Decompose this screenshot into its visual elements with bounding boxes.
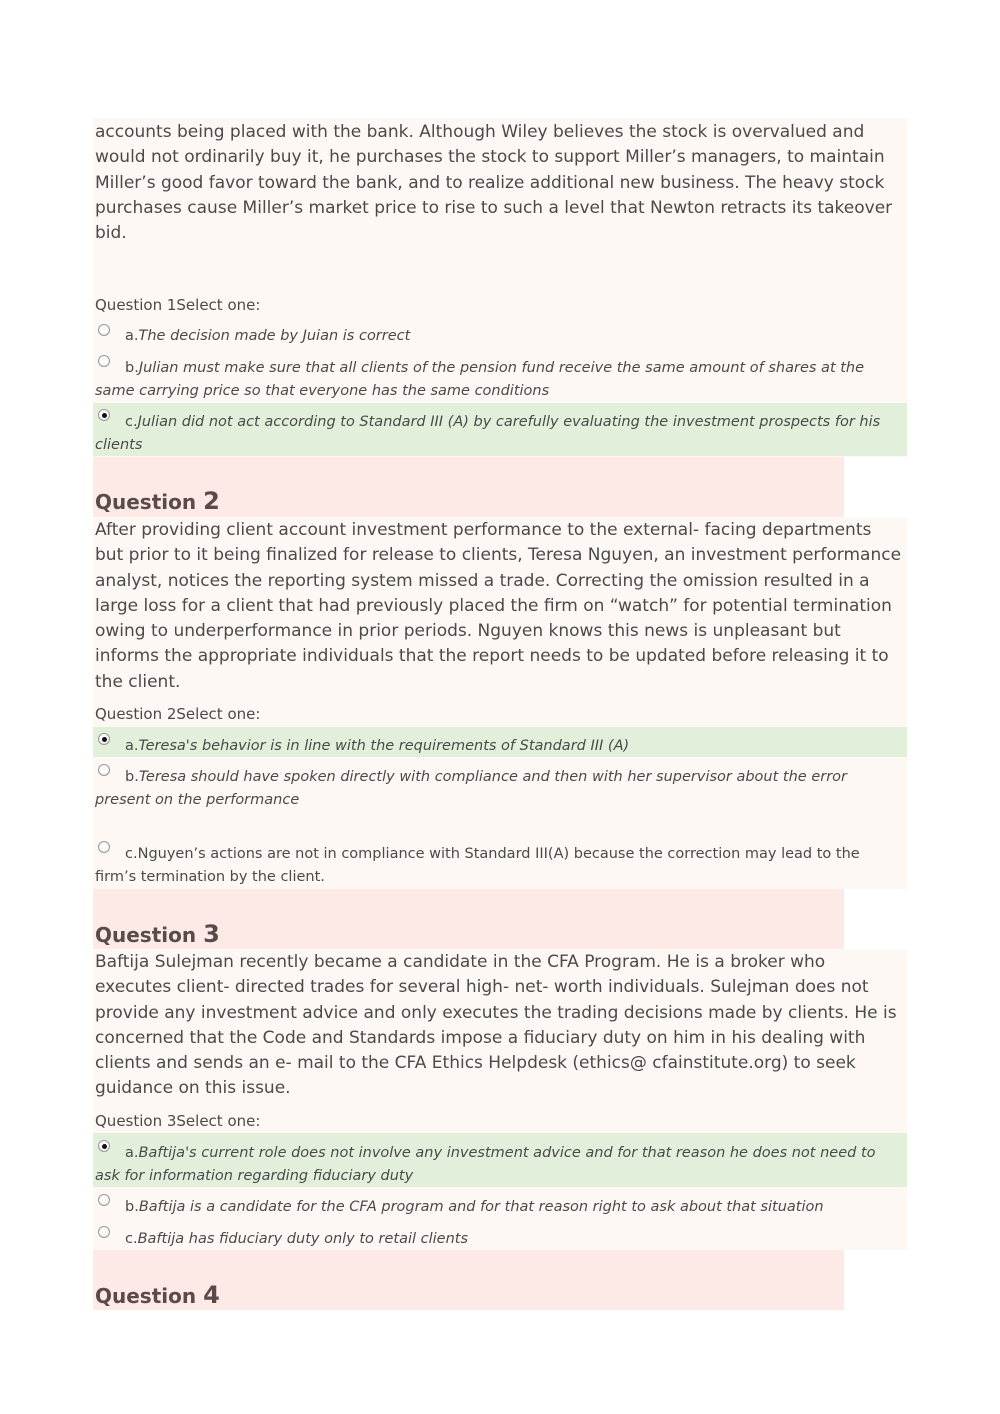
question-1-prompt: Question 1Select one: — [95, 296, 261, 314]
question-3-prompt: Question 3Select one: — [95, 1112, 261, 1130]
question-3-stem-text: Baftija Sulejman recently became a candidate in the CFA Program. He is a broker who executes client- directed trades for several high- net- worth individuals. Sulejman does not provide any investment advice and only executes the trading decisions made by clients. He is concerned that the Code and Standards impose a fiduciary duty on him in his dealing with clients and sends an e- mail to the CFA Ethics Helpdesk (ethics@ cfainstitute.org) to seek guidance on this issue. — [95, 952, 897, 1099]
q2-option-a[interactable]: a.Teresa's behavior is in line with the requirements of Standard III (A) — [125, 738, 630, 754]
question-4-heading: Question 4 — [95, 1281, 220, 1309]
q3-option-a[interactable]: a.Baftija's current role does not involve any investment advice and for that reason he does not need to ask for information regarding fiduciary duty — [95, 1145, 876, 1184]
q2-option-b[interactable]: b.Teresa should have spoken directly with compliance and then with her supervisor about the error present on the performance — [95, 769, 847, 808]
q1-option-c[interactable]: c.Julian did not act according to Standard III (A) by carefully evaluating the investment prospects for his clients — [95, 414, 881, 453]
question-2-heading: Question 2 — [95, 487, 220, 515]
question-1-stem-text: accounts being placed with the bank. Although Wiley believes the stock is overvalued and would not ordinarily buy it, he purchases the stock to support Miller’s managers, to maintain Miller’s good favor toward the bank, and to realize additional new business. The heavy stock purchases cause Miller’s market price to rise to such a level that Newton retracts its takeover bid. — [95, 122, 893, 244]
q1-option-b[interactable]: b.Julian must make sure that all clients of the pension fund receive the same amount of shares at the same carrying price so that everyone has the same conditions — [95, 360, 865, 399]
question-2-stem-text: After providing client account investment performance to the external- facing departments but prior to it being finalized for release to clients, Teresa Nguyen, an investment performance analyst, notices the reporting system missed a trade. Correcting the omission resulted in a large loss for a client that had previously placed the firm on “watch” for potential termination owing to underperformance in prior periods. Nguyen knows this news is unpleasant but informs the appropriate individuals that the report needs to be updated before releasing it to the client. — [95, 520, 902, 692]
q3-option-c[interactable]: c.Baftija has fiduciary duty only to retail clients — [125, 1231, 469, 1247]
q1-option-a[interactable]: a.The decision made by Juian is correct — [125, 328, 411, 344]
q3-option-b[interactable]: b.Baftija is a candidate for the CFA program and for that reason right to ask about that situation — [125, 1199, 824, 1215]
question-2-prompt: Question 2Select one: — [95, 705, 261, 723]
q2-option-c[interactable]: c.Nguyen’s actions are not in compliance with Standard III(A) because the correction may lead to the firm’s termination by the client. — [95, 846, 860, 885]
question-3-heading: Question 3 — [95, 920, 220, 948]
